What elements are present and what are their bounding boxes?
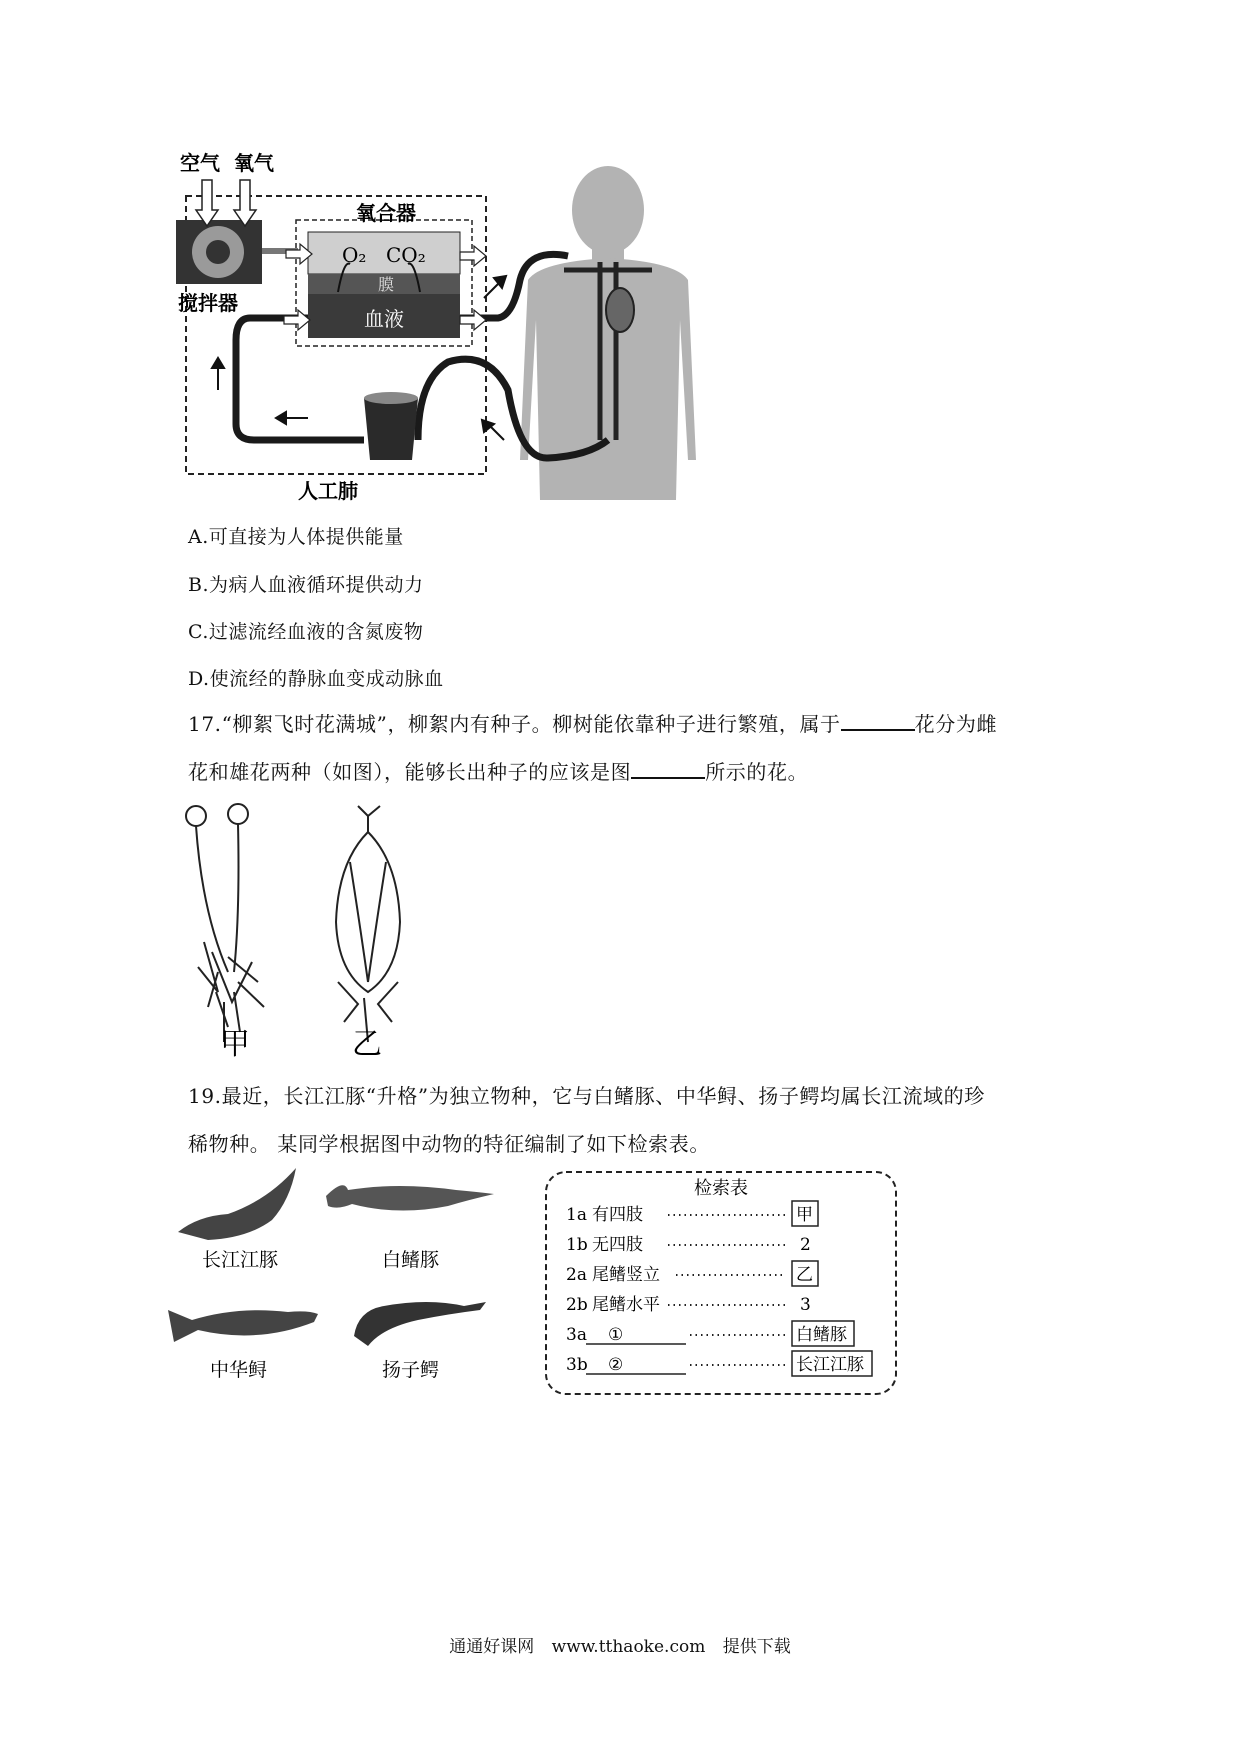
key-row-code: 3b [566, 1355, 588, 1375]
key-row-text: 尾鳍水平 [592, 1295, 660, 1315]
chinese-sturgeon-illustration [168, 1310, 318, 1342]
option-a: A.可直接为人体提供能量 [188, 526, 404, 548]
key-row-text: ① [608, 1325, 624, 1345]
chinese-alligator-illustration [354, 1302, 486, 1346]
human-body-illustration [520, 166, 696, 500]
q17-blank-1 [841, 711, 915, 731]
key-row-code: 3a [566, 1325, 587, 1345]
key-row-result: 长江江豚 [796, 1355, 864, 1375]
q17-text-4: 所示的花。 [705, 760, 809, 784]
animal-label-1: 长江江豚 [202, 1249, 279, 1271]
key-row-text: 有四肢 [592, 1205, 643, 1225]
key-table-rows [566, 1201, 872, 1376]
q17-blank-2 [631, 759, 705, 779]
membrane-label: 膜 [378, 275, 395, 294]
blood-pump-cup [364, 398, 418, 460]
question-17 [188, 700, 1068, 796]
footer-site: 通通好课网 [449, 1637, 535, 1657]
key-row-result: 白鳍豚 [796, 1325, 847, 1345]
footer-tail: 提供下载 [722, 1637, 791, 1657]
option-c: C.过滤流经血液的含氮废物 [188, 621, 424, 643]
male-flower-illustration [186, 804, 264, 1042]
animals-and-key-figure [168, 1160, 908, 1400]
q19-line-1: 19.最近，长江江豚“升格”为独立物种，它与白鳍豚、中华鲟、扬子鳄均属长江流域的珍 [188, 1084, 985, 1108]
key-row-result: 乙 [796, 1265, 813, 1285]
footer-url: www.tthaoke.com [551, 1637, 706, 1657]
q17-text-2: 花分为雌 [914, 712, 998, 736]
label-yi: 乙 [352, 1027, 382, 1062]
q19-line-2: 稀物种。 某同学根据图中动物的特征编制了如下检索表。 [188, 1132, 710, 1156]
mixer-label: 搅拌器 [178, 291, 238, 315]
key-row-result: 3 [800, 1295, 811, 1315]
label-jia: 甲 [220, 1027, 250, 1062]
artificial-lung-caption: 人工肺 [298, 479, 358, 503]
willow-flowers-figure [168, 792, 418, 1062]
o2-label: O₂ [342, 243, 367, 267]
baiji-illustration [326, 1185, 494, 1210]
air-oxygen-inlet-arrows [196, 180, 256, 226]
key-row-code: 2b [566, 1295, 588, 1315]
page-footer [0, 1632, 1240, 1657]
animal-label-4: 扬子鳄 [382, 1359, 440, 1381]
q17-text-3: 花和雄花两种（如图），能够长出种子的应该是图 [188, 760, 632, 784]
female-flower-illustration [336, 806, 400, 1042]
key-row-code: 1a [566, 1205, 587, 1225]
key-row-result: 2 [800, 1235, 811, 1255]
animal-label-2: 白鳍豚 [382, 1249, 440, 1271]
key-row-text: 无四肢 [592, 1235, 643, 1255]
key-row-code: 1b [566, 1235, 588, 1255]
key-row-code: 2a [566, 1265, 587, 1285]
q17-text-1: 17.“柳絮飞时花满城”，柳絮内有种子。柳树能依靠种子进行繁殖，属于 [188, 712, 841, 736]
air-label: 空气 [180, 151, 220, 175]
question-19 [188, 1072, 1068, 1168]
key-row-result: 甲 [796, 1205, 813, 1225]
key-table-title: 检索表 [694, 1178, 748, 1199]
artificial-lung-figure [168, 140, 708, 510]
oxygen-label: 氧气 [234, 151, 274, 175]
option-b: B.为病人血液循环提供动力 [188, 574, 424, 596]
oxygenator-label: 氧合器 [356, 201, 416, 225]
co2-label: CO₂ [386, 243, 426, 267]
finless-porpoise-illustration [178, 1168, 296, 1240]
key-row-text: ② [608, 1355, 624, 1375]
mixer-illustration [176, 220, 298, 284]
option-d: D.使流经的静脉血变成动脉血 [188, 668, 444, 690]
blood-label: 血液 [364, 307, 404, 331]
animal-label-3: 中华鲟 [210, 1359, 268, 1381]
key-row-text: 尾鳍竖立 [592, 1265, 660, 1285]
